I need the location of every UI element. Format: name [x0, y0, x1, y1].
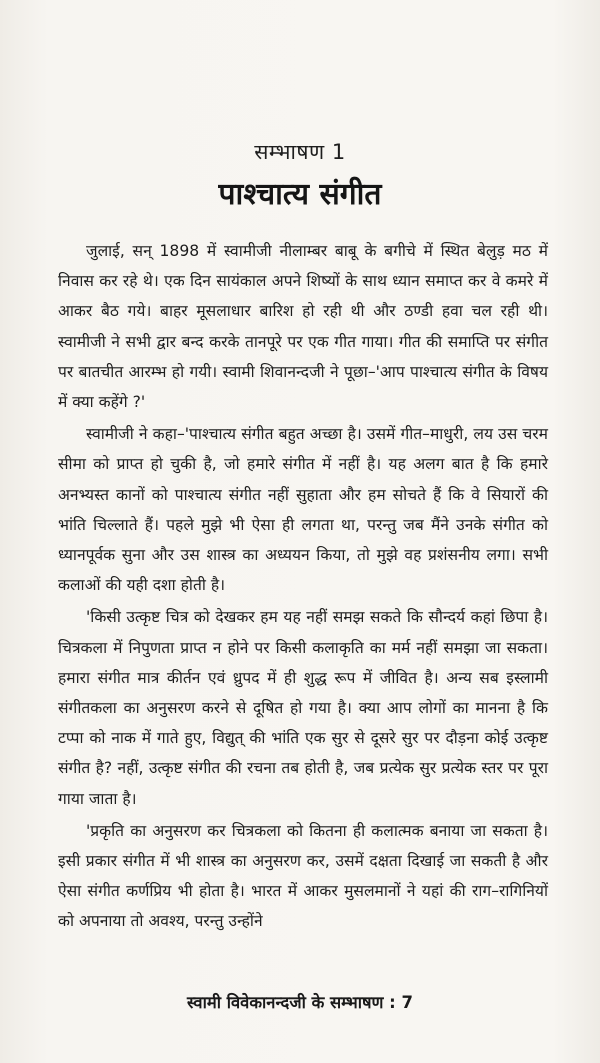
page-footer: स्वामी विवेकानन्दजी के सम्भाषण : 7 — [186, 993, 414, 1012]
chapter-header — [0, 138, 600, 213]
paragraph: जुलाई, सन् 1898 में स्वामीजी नीलाम्बर बाबू के बगीचे में स्थित बेलुड़ मठ में निवास कर रहे थे। एक दिन सायंकाल अपने शिष्यों के साथ ध्यान समाप्त कर वे कमरे में आकर बैठ गये। बाहर मूसलाधार बारिश हो रही थी और ठण्डी हवा चल रही थी। स्वामीजी ने सभी द्वार बन्द करके तानपूरे पर एक गीत गाया। गीत की समाप्ति पर संगीत पर बातचीत आरम्भ हो गयी। स्वामी शिवानन्दजी ने पूछा–'आप पाश्चात्य संगीत के विषय में क्या कहेंगे ?' — [58, 242, 548, 412]
chapter-label: सम्भाषण 1 — [254, 140, 346, 164]
body-text — [58, 236, 548, 939]
paragraph: 'किसी उत्कृष्ट चित्र को देखकर हम यह नहीं समझ सकते कि सौन्दर्य कहां छिपा है। चित्रकला में निपुणता प्राप्त न होने पर किसी कलाकृति का मर्म नहीं समझा जा सकता। हमारा संगीत मात्र कीर्तन एवं ध्रुपद में ही शुद्ध रूप में जीवित है। अन्य सब इस्लामी संगीतकला का अनुसरण करने से दूषित हो गया है। क्या आप लोगों का मानना है कि टप्पा को नाक में गाते हुए, विद्युत् की भांति एक सुर से दूसरे सुर पर दौड़ना कोई उत्कृष्ट संगीत है? नहीं, उत्कृष्ट संगीत की रचना तब होती है, जब प्रत्येक सुर प्रत्येक स्तर पर पूरा गाया जाता है। — [58, 608, 548, 808]
chapter-title: पाश्चात्य संगीत — [218, 177, 382, 212]
paragraph: 'प्रकृति का अनुसरण कर चित्रकला को कितना ही कलात्मक बनाया जा सकता है। इसी प्रकार संगीत में भी शास्त्र का अनुसरण कर, उसमें दक्षता दिखाई जा सकती है और ऐसा संगीत कर्णप्रिय भी होता है। भारत में आकर मुसलमानों ने यहां की राग–रागिनियों को अपनाया तो अवश्य, परन्तु उन्होंने — [58, 821, 548, 931]
paragraph: स्वामीजी ने कहा–'पाश्चात्य संगीत बहुत अच्छा है। उसमें गीत–माधुरी, लय उस चरम सीमा को प्राप्त हो चुकी है, जो हमारे संगीत में नहीं है। यह अलग बात है कि हमारे अनभ्यस्त कानों को पाश्चात्य संगीत नहीं सुहाता और हम सोचते हैं कि वे सियारों की भांति चिल्लाते हैं। पहले मुझे भी ऐसा ही लगता था, परन्तु जब मैंने उनके संगीत को ध्यानपूर्वक सुना और उस शास्त्र का अध्ययन किया, तो मुझे वह प्रशंसनीय लगा। सभी कलाओं की यही दशा होती है। — [58, 425, 548, 595]
